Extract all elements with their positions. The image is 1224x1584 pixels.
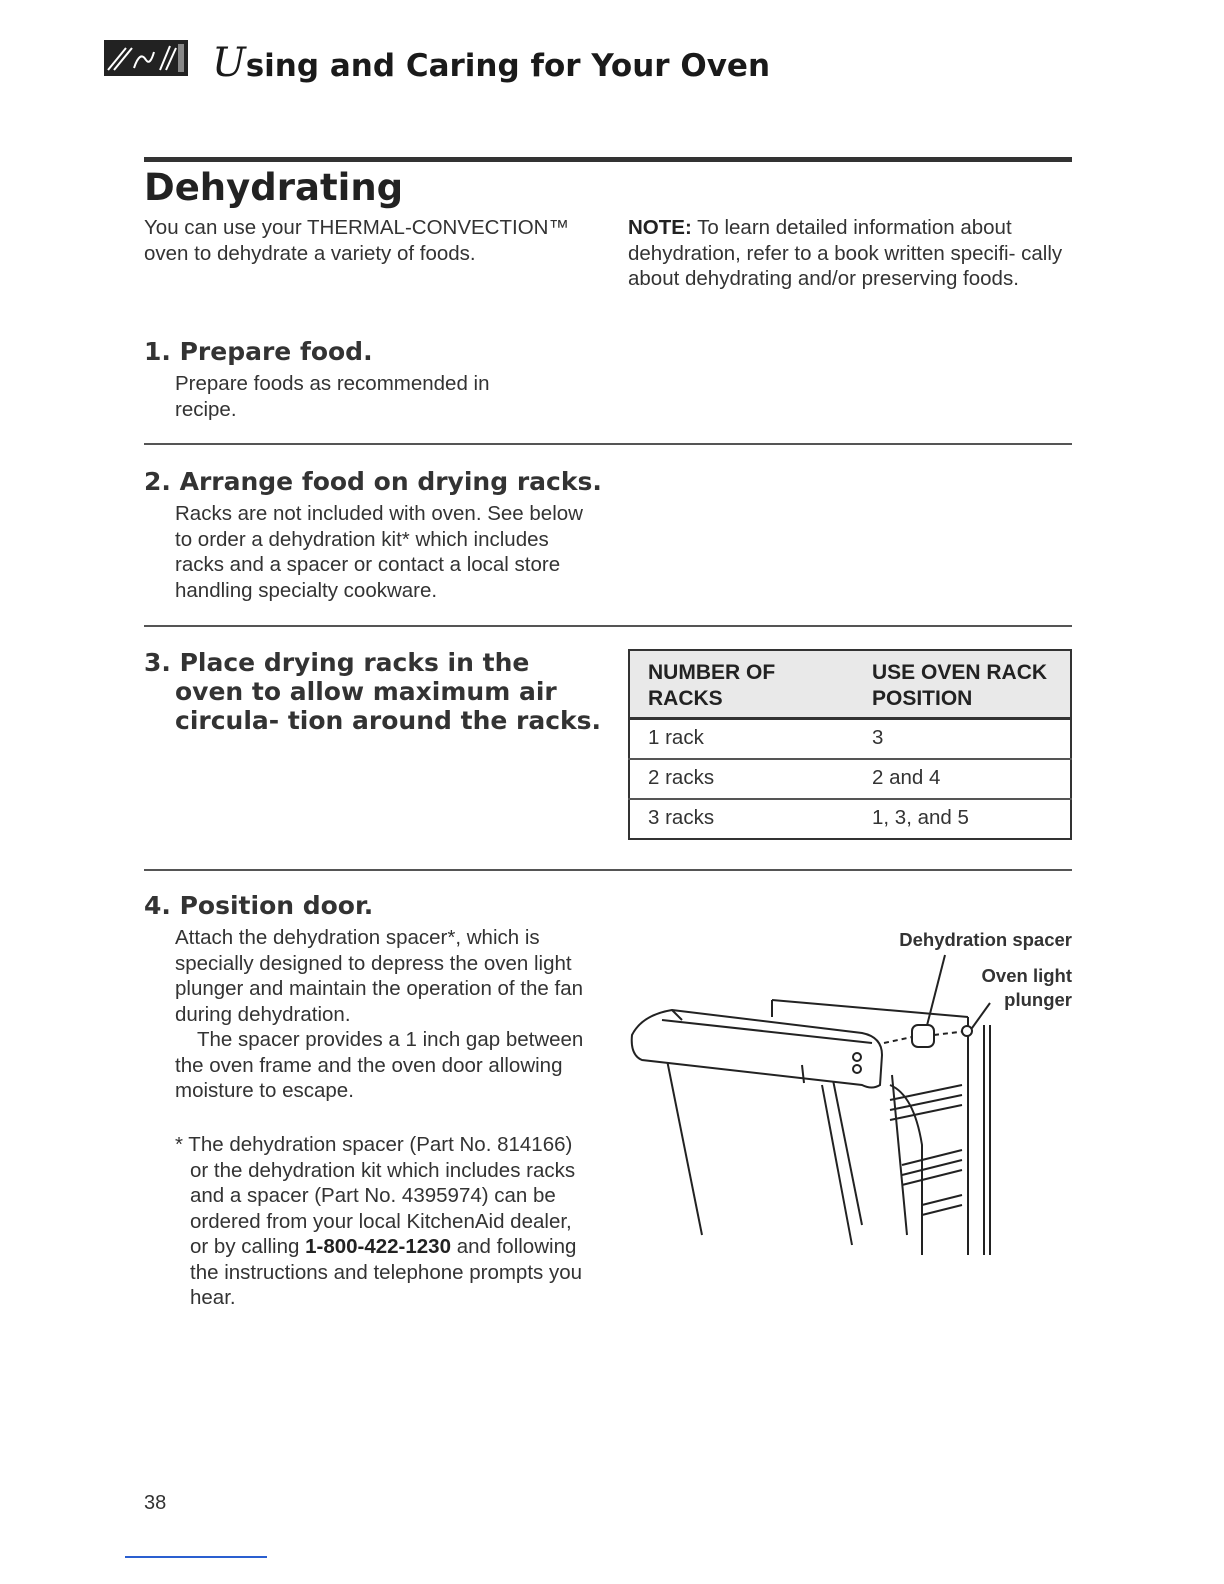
cooktop-logo-icon (104, 40, 188, 76)
table-header-row (629, 650, 1071, 719)
table-cell: 2 racks (629, 759, 854, 799)
note-text: NOTE: To learn detailed information about dehydration, refer to a book written specifi- cally about dehydrating and/or preserving foods. (628, 216, 1063, 290)
intro-text: You can use your THERMAL-CONVECTION™ oven to dehydrate a variety of foods. (144, 216, 569, 265)
step-3-heading: 3. Place drying racks in the oven to allow maximum air circula- tion around the racks. (144, 648, 602, 735)
step-divider (144, 869, 1072, 871)
table-row (629, 719, 1071, 760)
step-1-heading: 1. Prepare food. (144, 337, 373, 366)
step-divider (144, 625, 1072, 627)
phone-number: 1-800-422-1230 (305, 1235, 451, 1258)
rack-position-table (628, 649, 1072, 840)
table-header-cell: USE OVEN RACK POSITION (854, 650, 1071, 719)
table-row (629, 759, 1071, 799)
table-row (629, 799, 1071, 839)
note-label: NOTE: (628, 216, 692, 239)
page-number: 38 (144, 1492, 167, 1514)
label-oven-light-plunger: Oven light plunger (981, 965, 1072, 1010)
table-cell: 1 rack (629, 719, 854, 760)
step-4-heading: 4. Position door. (144, 891, 374, 920)
oven-door-spacer-illustration (622, 925, 1082, 1255)
page-link-underline (125, 1556, 267, 1558)
step-1-body: Prepare foods as recommended in recipe. (175, 372, 490, 421)
step-2-body: Racks are not included with oven. See below to order a dehydration kit* which includes racks and a spacer or contact a local store handling specialty cookware. (175, 502, 583, 602)
page-header-title: Using and Caring for Your Oven (212, 40, 771, 86)
footnote: * The dehydration spacer (Part No. 814166) or the dehydration kit which includes racks and a spacer (Part No. 4395974) can be ordered from your local KitchenAid dealer, or by calling 1-800-422-1230 and following the instructions and telephone prompts you hear. (175, 1133, 583, 1309)
section-divider (144, 157, 1072, 162)
step-2-heading: 2. Arrange food on drying racks. (144, 467, 602, 496)
table-cell: 1, 3, and 5 (854, 799, 1071, 839)
step-4-body: Attach the dehydration spacer*, which is specially designed to depress the oven light plunger and maintain the operation of the fan during dehydration. The spacer provides a 1 inch gap between the oven frame and the oven door allowing moisture to escape. (175, 926, 584, 1102)
step-divider (144, 443, 1072, 445)
table-cell: 2 and 4 (854, 759, 1071, 799)
table-header-cell: NUMBER OF RACKS (629, 650, 854, 719)
table-cell: 3 (854, 719, 1071, 760)
section-title: Dehydrating (144, 166, 404, 209)
table-cell: 3 racks (629, 799, 854, 839)
label-dehydration-spacer: Dehydration spacer (899, 929, 1072, 950)
